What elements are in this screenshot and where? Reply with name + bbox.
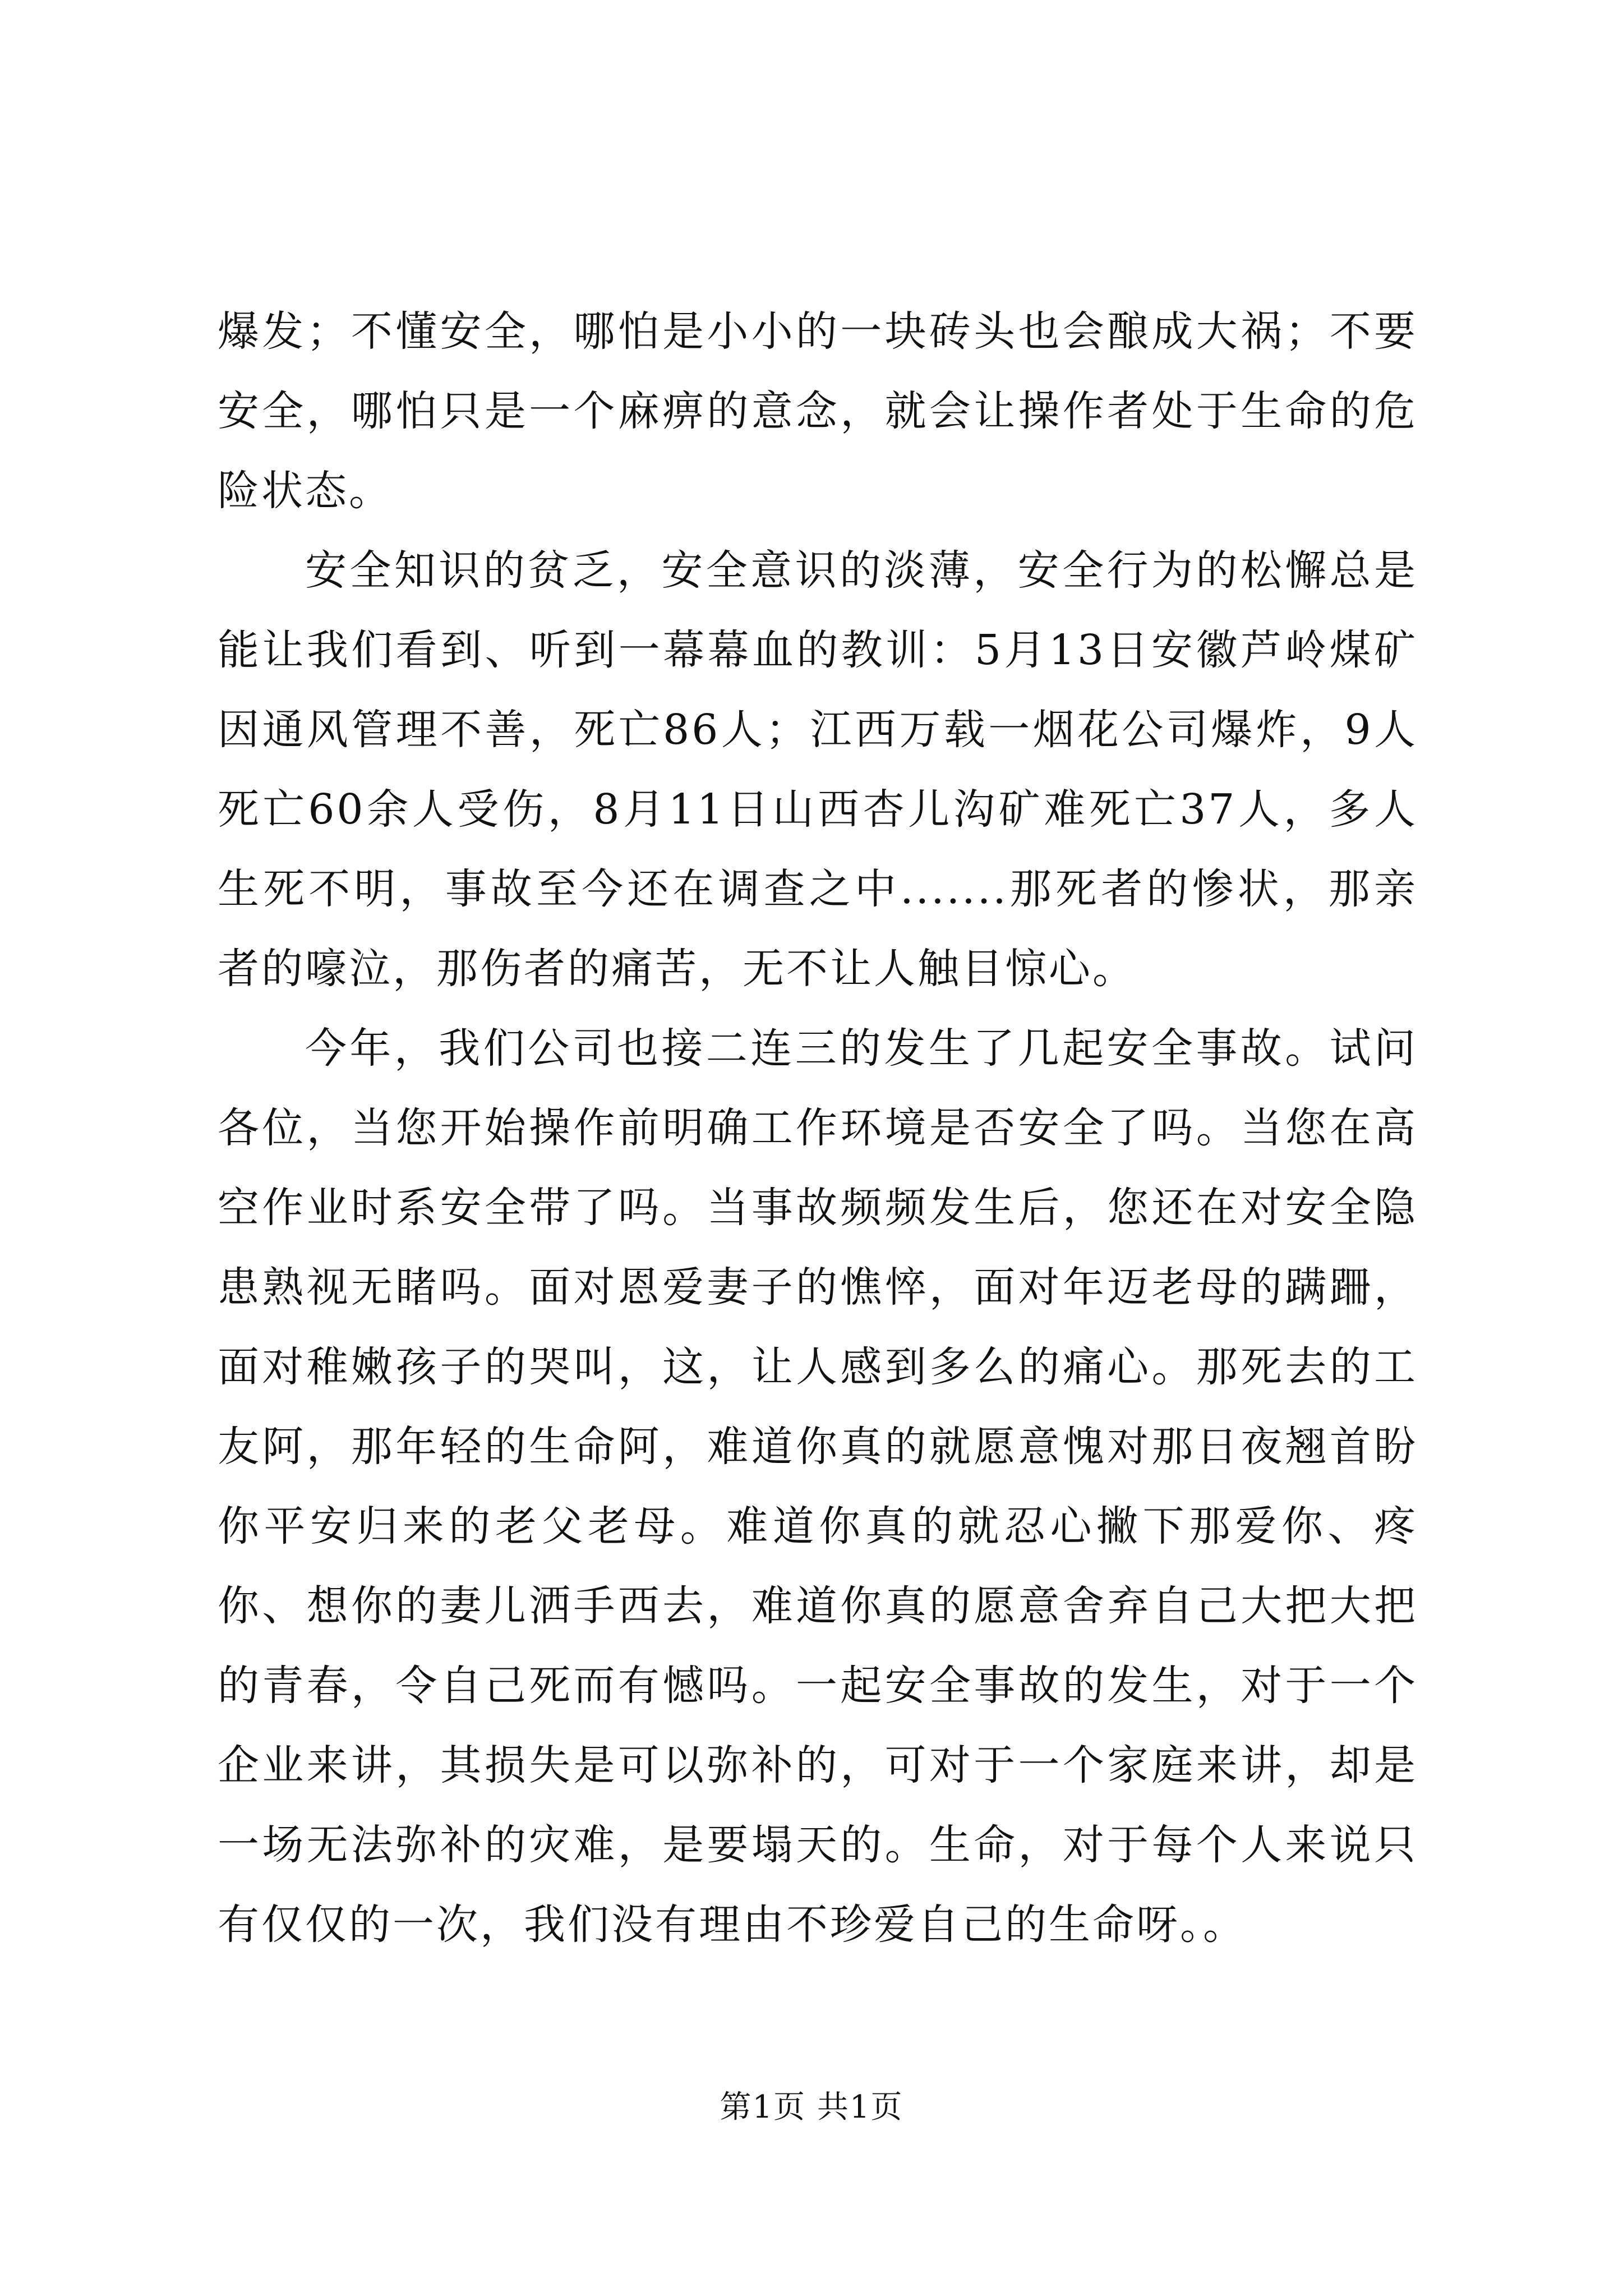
document-body <box>218 292 1418 1964</box>
paragraph-1: 爆发；不懂安全，哪怕是小小的一块砖头也会酿成大祸；不要安全，哪怕只是一个麻痹的意念，就会让操作者处于生命的危险状态。 <box>218 307 1418 515</box>
paragraph-2: 安全知识的贫乏，安全意识的淡薄，安全行为的松懈总是能让我们看到、听到一幕幕血的教训：5月13日安徽芦岭煤矿因通风管理不善，死亡86人；江西万载一烟花公司爆炸，9人死亡60余人受伤，8月11日山西杏儿沟矿难死亡37人，多人生死不明，事故至今还在调查之中.......那死者的惨状，那亲者的嚎泣，那伤者的痛苦，无不让人触目惊心。 <box>218 546 1418 993</box>
paragraph-3: 今年，我们公司也接二连三的发生了几起安全事故。试问各位，当您开始操作前明确工作环境是否安全了吗。当您在高空作业时系安全带了吗。当事故频频发生后，您还在对安全隐患熟视无睹吗。面对恩爱妻子的憔悴，面对年迈老母的蹒跚，面对稚嫩孩子的哭叫，这，让人感到多么的痛心。那死去的工友阿，那年轻的生命阿，难道你真的就愿意愧对那日夜翘首盼你平安归来的老父老母。难道你真的就忍心撇下那爱你、疼你、想你的妻儿洒手西去，难道你真的愿意舍弃自己大把大把的青春，令自己死而有憾吗。一起安全事故的发生，对于一个企业来讲，其损失是可以弥补的，可对于一个家庭来讲，却是一场无法弥补的灾难，是要塌天的。生命，对于每个人来说只有仅仅的一次，我们没有理由不珍爱自己的生命呀。。 <box>218 1024 1418 1949</box>
page-footer: 第1页 共1页 <box>720 2089 903 2125</box>
